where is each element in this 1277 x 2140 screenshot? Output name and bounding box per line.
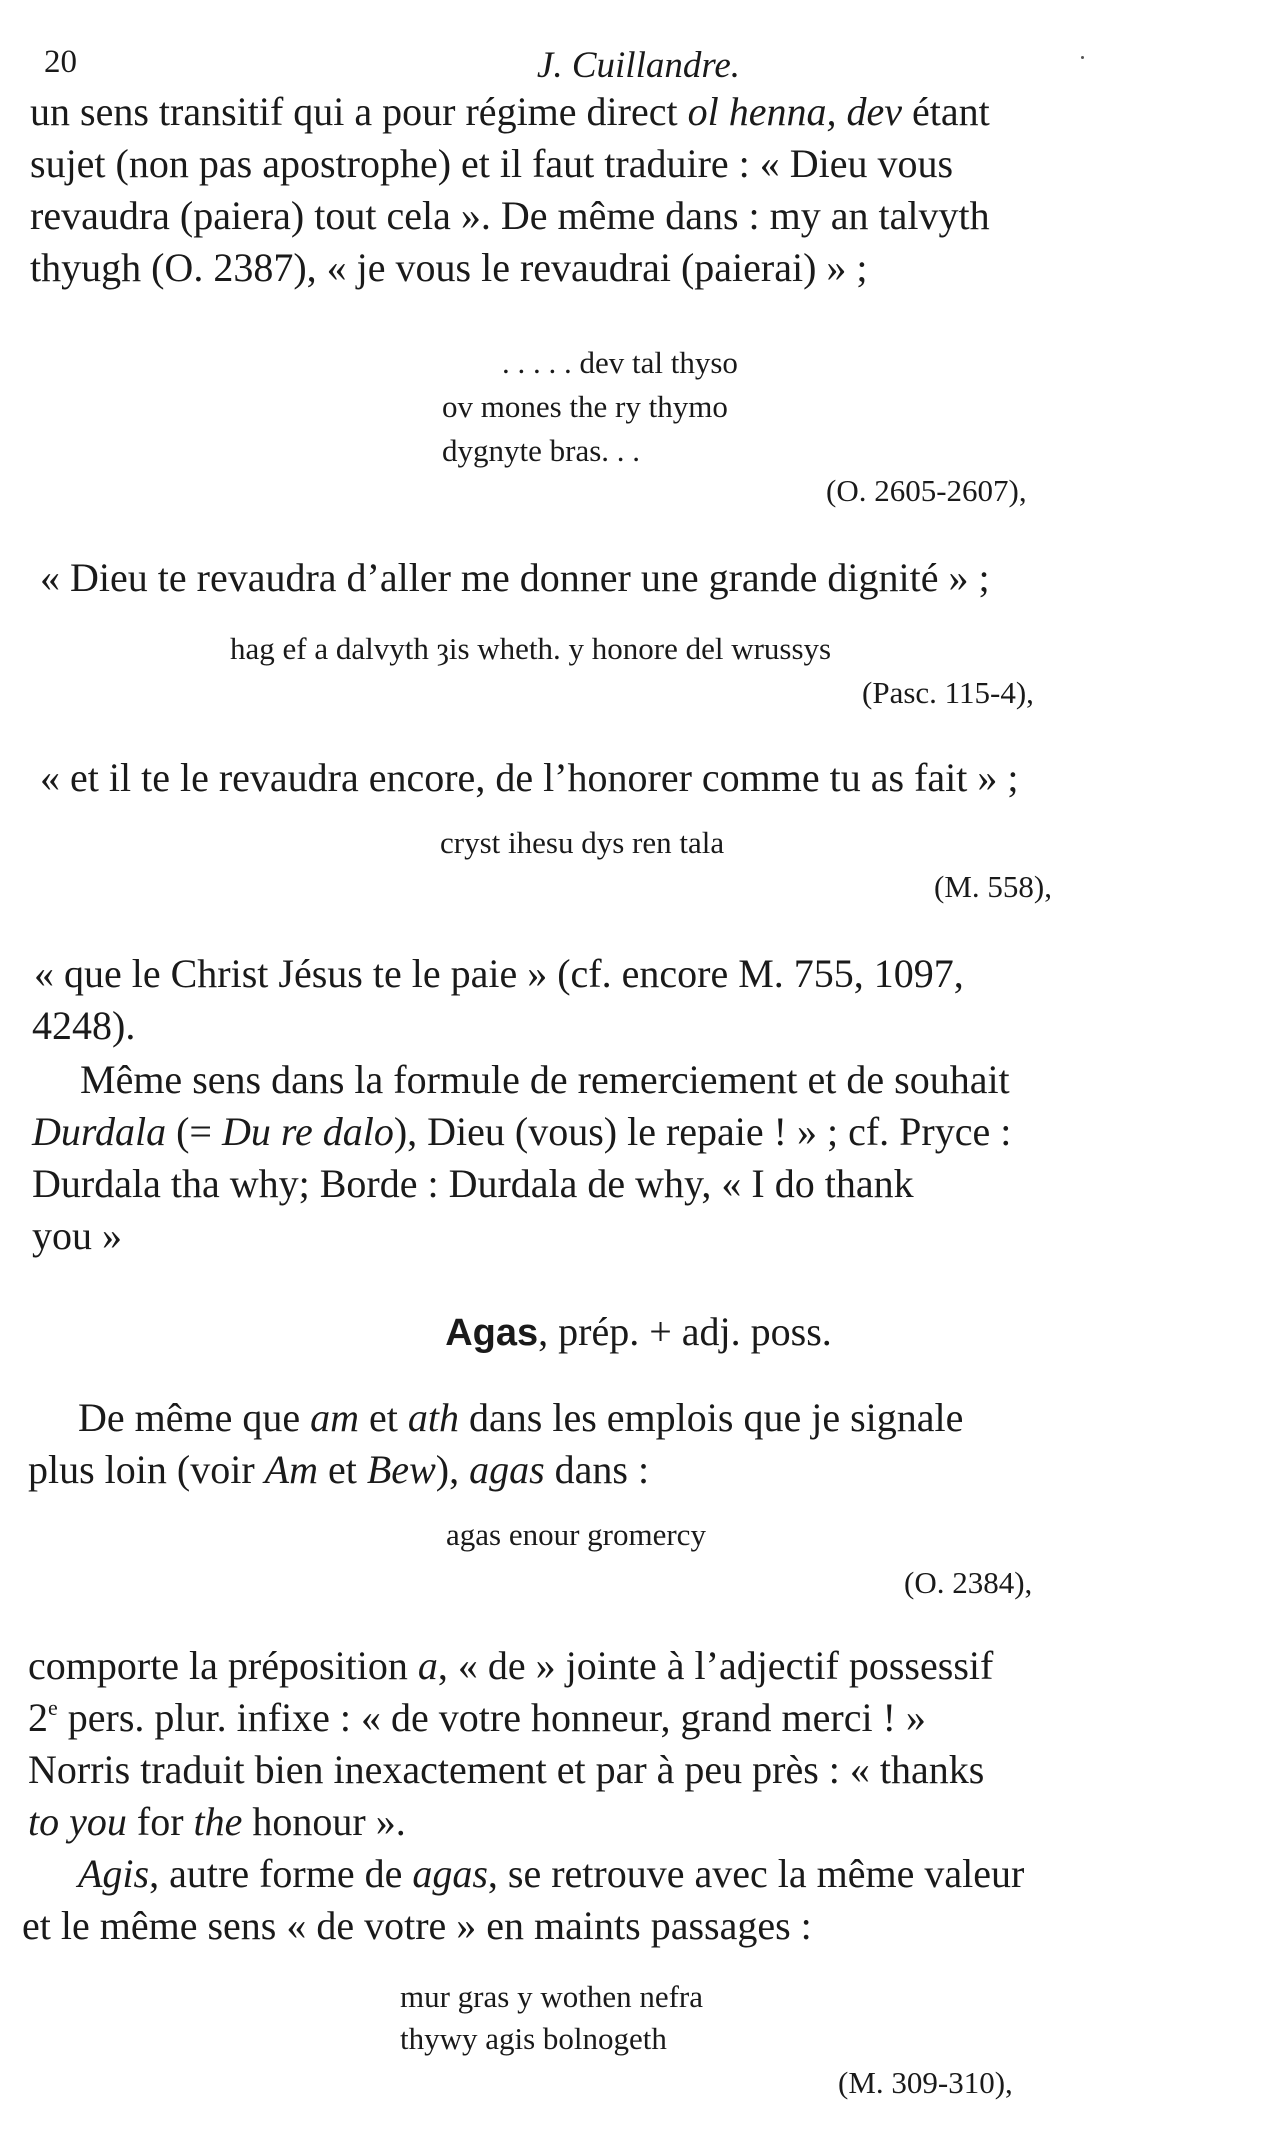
paragraph-line: Norris traduit bien inexactement et par à peu près : « thanks: [28, 1747, 985, 1792]
paragraph-line: un sens transitif qui a pour régime direct ol henna, dev étant: [30, 89, 990, 134]
verse-line: dygnyte bras. . .: [442, 433, 641, 468]
paragraph-line: et le même sens « de votre » en maints passages :: [22, 1903, 812, 1948]
verse-reference: (M. 558),: [934, 869, 1052, 904]
translation-line: « que le Christ Jésus te le paie » (cf. encore M. 755, 1097,: [34, 951, 964, 996]
verse-reference: (Pasc. 115-4),: [862, 675, 1034, 710]
verse-line: mur gras y wothen nefra: [400, 1979, 704, 2014]
verse-reference: (M. 309-310),: [838, 2065, 1013, 2100]
paragraph-line: to you for the honour ».: [28, 1799, 406, 1844]
paragraph-line: you »: [32, 1213, 122, 1258]
verse-line: thywy agis bolnogeth: [400, 2021, 667, 2056]
entry-grammar: , prép. + adj. poss.: [538, 1309, 832, 1354]
paragraph-line: Durdala tha why; Borde : Durdala de why, « I do thank: [32, 1161, 914, 1206]
paragraph-line: Durdala (= Du re dalo), Dieu (vous) le repaie ! » ; cf. Pryce :: [32, 1109, 1012, 1154]
paragraph-line: revaudra (paiera) tout cela ». De même dans : my an talvyth: [30, 193, 990, 238]
translation-line: « et il te le revaudra encore, de l’honorer comme tu as fait » ;: [40, 755, 1019, 800]
print-speck: [1081, 56, 1084, 59]
verse-line: hag ef a dalvyth ȝis wheth. y honore del wrussys: [230, 631, 832, 666]
paragraph-line: sujet (non pas apostrophe) et il faut traduire : « Dieu vous: [30, 141, 954, 186]
paragraph-line: plus loin (voir Am et Bew), agas dans :: [28, 1447, 650, 1492]
verse-line: agas enour gromercy: [446, 1517, 706, 1552]
paragraph-line: De même que am et ath dans les emplois que je signale: [78, 1395, 964, 1440]
translation-line: 4248).: [32, 1003, 136, 1048]
running-title: J. Cuillandre.: [536, 45, 741, 86]
paragraph-line: thyugh (O. 2387), « je vous le revaudrai (paierai) » ;: [30, 245, 868, 290]
verse-line: . . . . . dev tal thyso: [502, 345, 738, 380]
paragraph-line: 2e pers. plur. infixe : « de votre honneur, grand merci ! »: [28, 1695, 926, 1740]
verse-reference: (O. 2384),: [904, 1565, 1033, 1600]
verse-reference: (O. 2605-2607),: [826, 473, 1027, 508]
paragraph-line: comporte la préposition a, « de » jointe à l’adjectif possessif: [28, 1643, 994, 1688]
verse-line: cryst ihesu dys ren tala: [440, 825, 725, 860]
paragraph-line: Même sens dans la formule de remerciement et de souhait: [80, 1057, 1010, 1102]
verse-line: ov mones the ry thymo: [442, 389, 728, 424]
paragraph-line: Agis, autre forme de agas, se retrouve avec la même valeur: [78, 1851, 1025, 1896]
page-number: 20: [44, 44, 77, 80]
entry-heading: [0, 1306, 1277, 1359]
entry-word: Agas: [445, 1312, 539, 1354]
translation-line: « Dieu te revaudra d’aller me donner une grande dignité » ;: [40, 555, 990, 600]
